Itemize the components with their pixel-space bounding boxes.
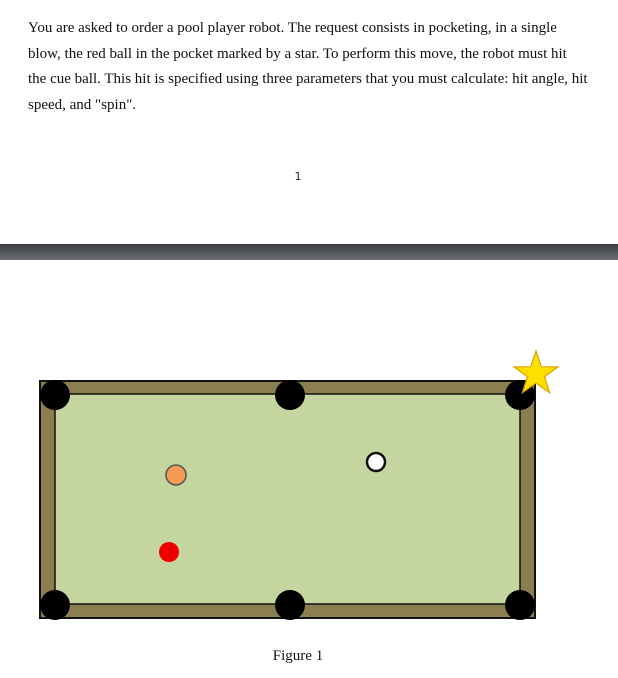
- pocket-bottom-right: [505, 590, 535, 620]
- pocket-top-middle: [275, 380, 305, 410]
- page-separator: [0, 244, 618, 260]
- orange-ball: [166, 465, 186, 485]
- document-page-1: [0, 0, 618, 244]
- pocket-bottom-left: [40, 590, 70, 620]
- pool-table-figure: [0, 260, 618, 678]
- page-number: 1: [294, 170, 302, 183]
- problem-statement: You are asked to order a pool player robot. The request consists in pocketing, in a single blow, the red ball in the pocket marked by a star. To perform this move, the robot must hit the cue ball. This hit is specified using three parameters that you must calculate: hit angle, hit speed, and "spin".: [28, 20, 588, 113]
- cue-ball: [367, 453, 385, 471]
- table-felt: [55, 394, 520, 604]
- figure-caption: Figure 1: [272, 648, 324, 664]
- pocket-top-left: [40, 380, 70, 410]
- document-page-2: [0, 260, 618, 678]
- pocket-bottom-middle: [275, 590, 305, 620]
- red-ball: [159, 542, 179, 562]
